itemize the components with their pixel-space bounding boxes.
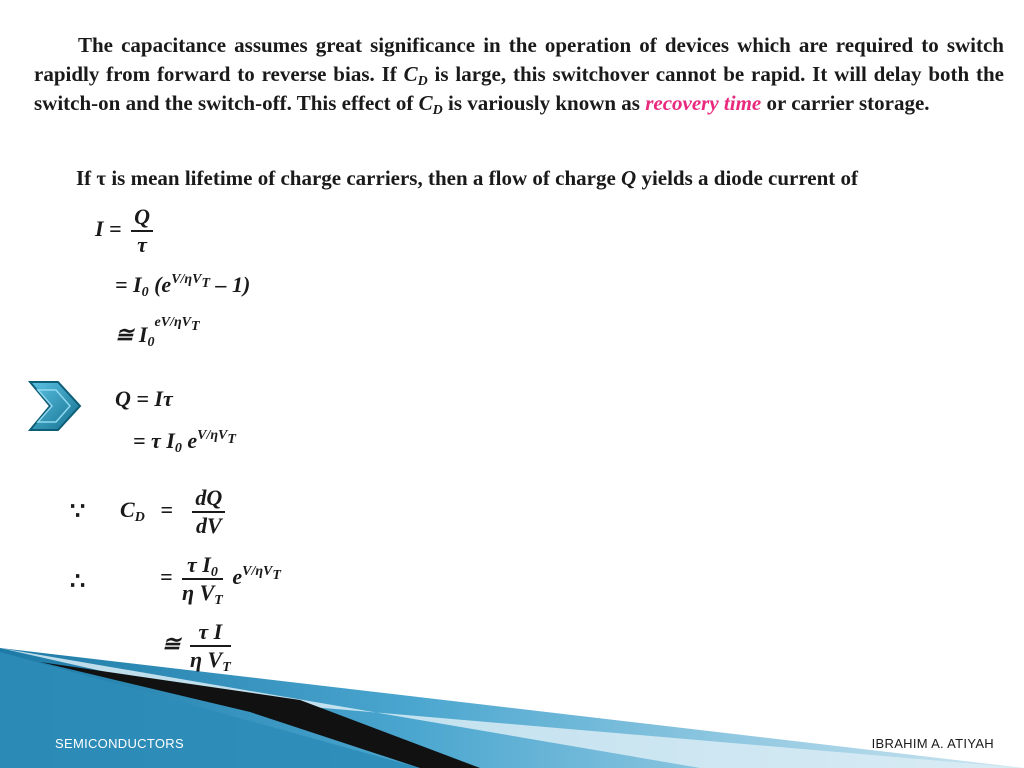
paragraph-capacitance: The capacitance assumes great significance in the operation of devices which are required to switch rapidly from forward to reverse bias. If $C_D$ is large, this switchover cannot be rapid. It will delay both the switch-on and the switch-off. This effect of $C_D$ is variously known as recovery time or carrier storage. (34, 33, 1004, 118)
equation-diode-current: = $I_0$ $(e^{V/\eta V_T} - 1)$ (115, 272, 251, 300)
therefore-symbol: ∴ (70, 569, 86, 595)
paragraph-lifetime: If τ is mean lifetime of charge carriers, then a flow of charge Q yields a diode current of (76, 166, 859, 190)
equation-charge: Q = Iτ (115, 386, 173, 411)
equation-capacitance-result: = $\frac{\tau I_0}{\eta V_T}$ $e^{V/\eta V_T}$ (160, 552, 281, 608)
because-symbol: ∵ (70, 499, 86, 525)
footer-title: SEMICONDUCTORS (55, 736, 184, 751)
equation-current-definition: I = $\frac{Q}{\tau}$ (95, 205, 157, 257)
recovery-time-highlight: recovery time (645, 91, 762, 115)
equation-capacitance-approx: ≅ $\frac{\text{τ I}}{\eta V_T}$ (162, 619, 231, 675)
equation-capacitance-definition: $C_D$ = $\frac{dQ}{dV}$ (120, 486, 229, 538)
footer-author: IBRAHIM A. ATIYAH (871, 736, 994, 751)
equation-diode-approx: ≅ $I_0^{eV/\eta V_T}$ (115, 315, 200, 350)
arrow-bullet-icon (28, 378, 84, 434)
equation-charge-expanded: = τ $I_0$ $e^{V/\eta V_T}$ (133, 428, 236, 456)
